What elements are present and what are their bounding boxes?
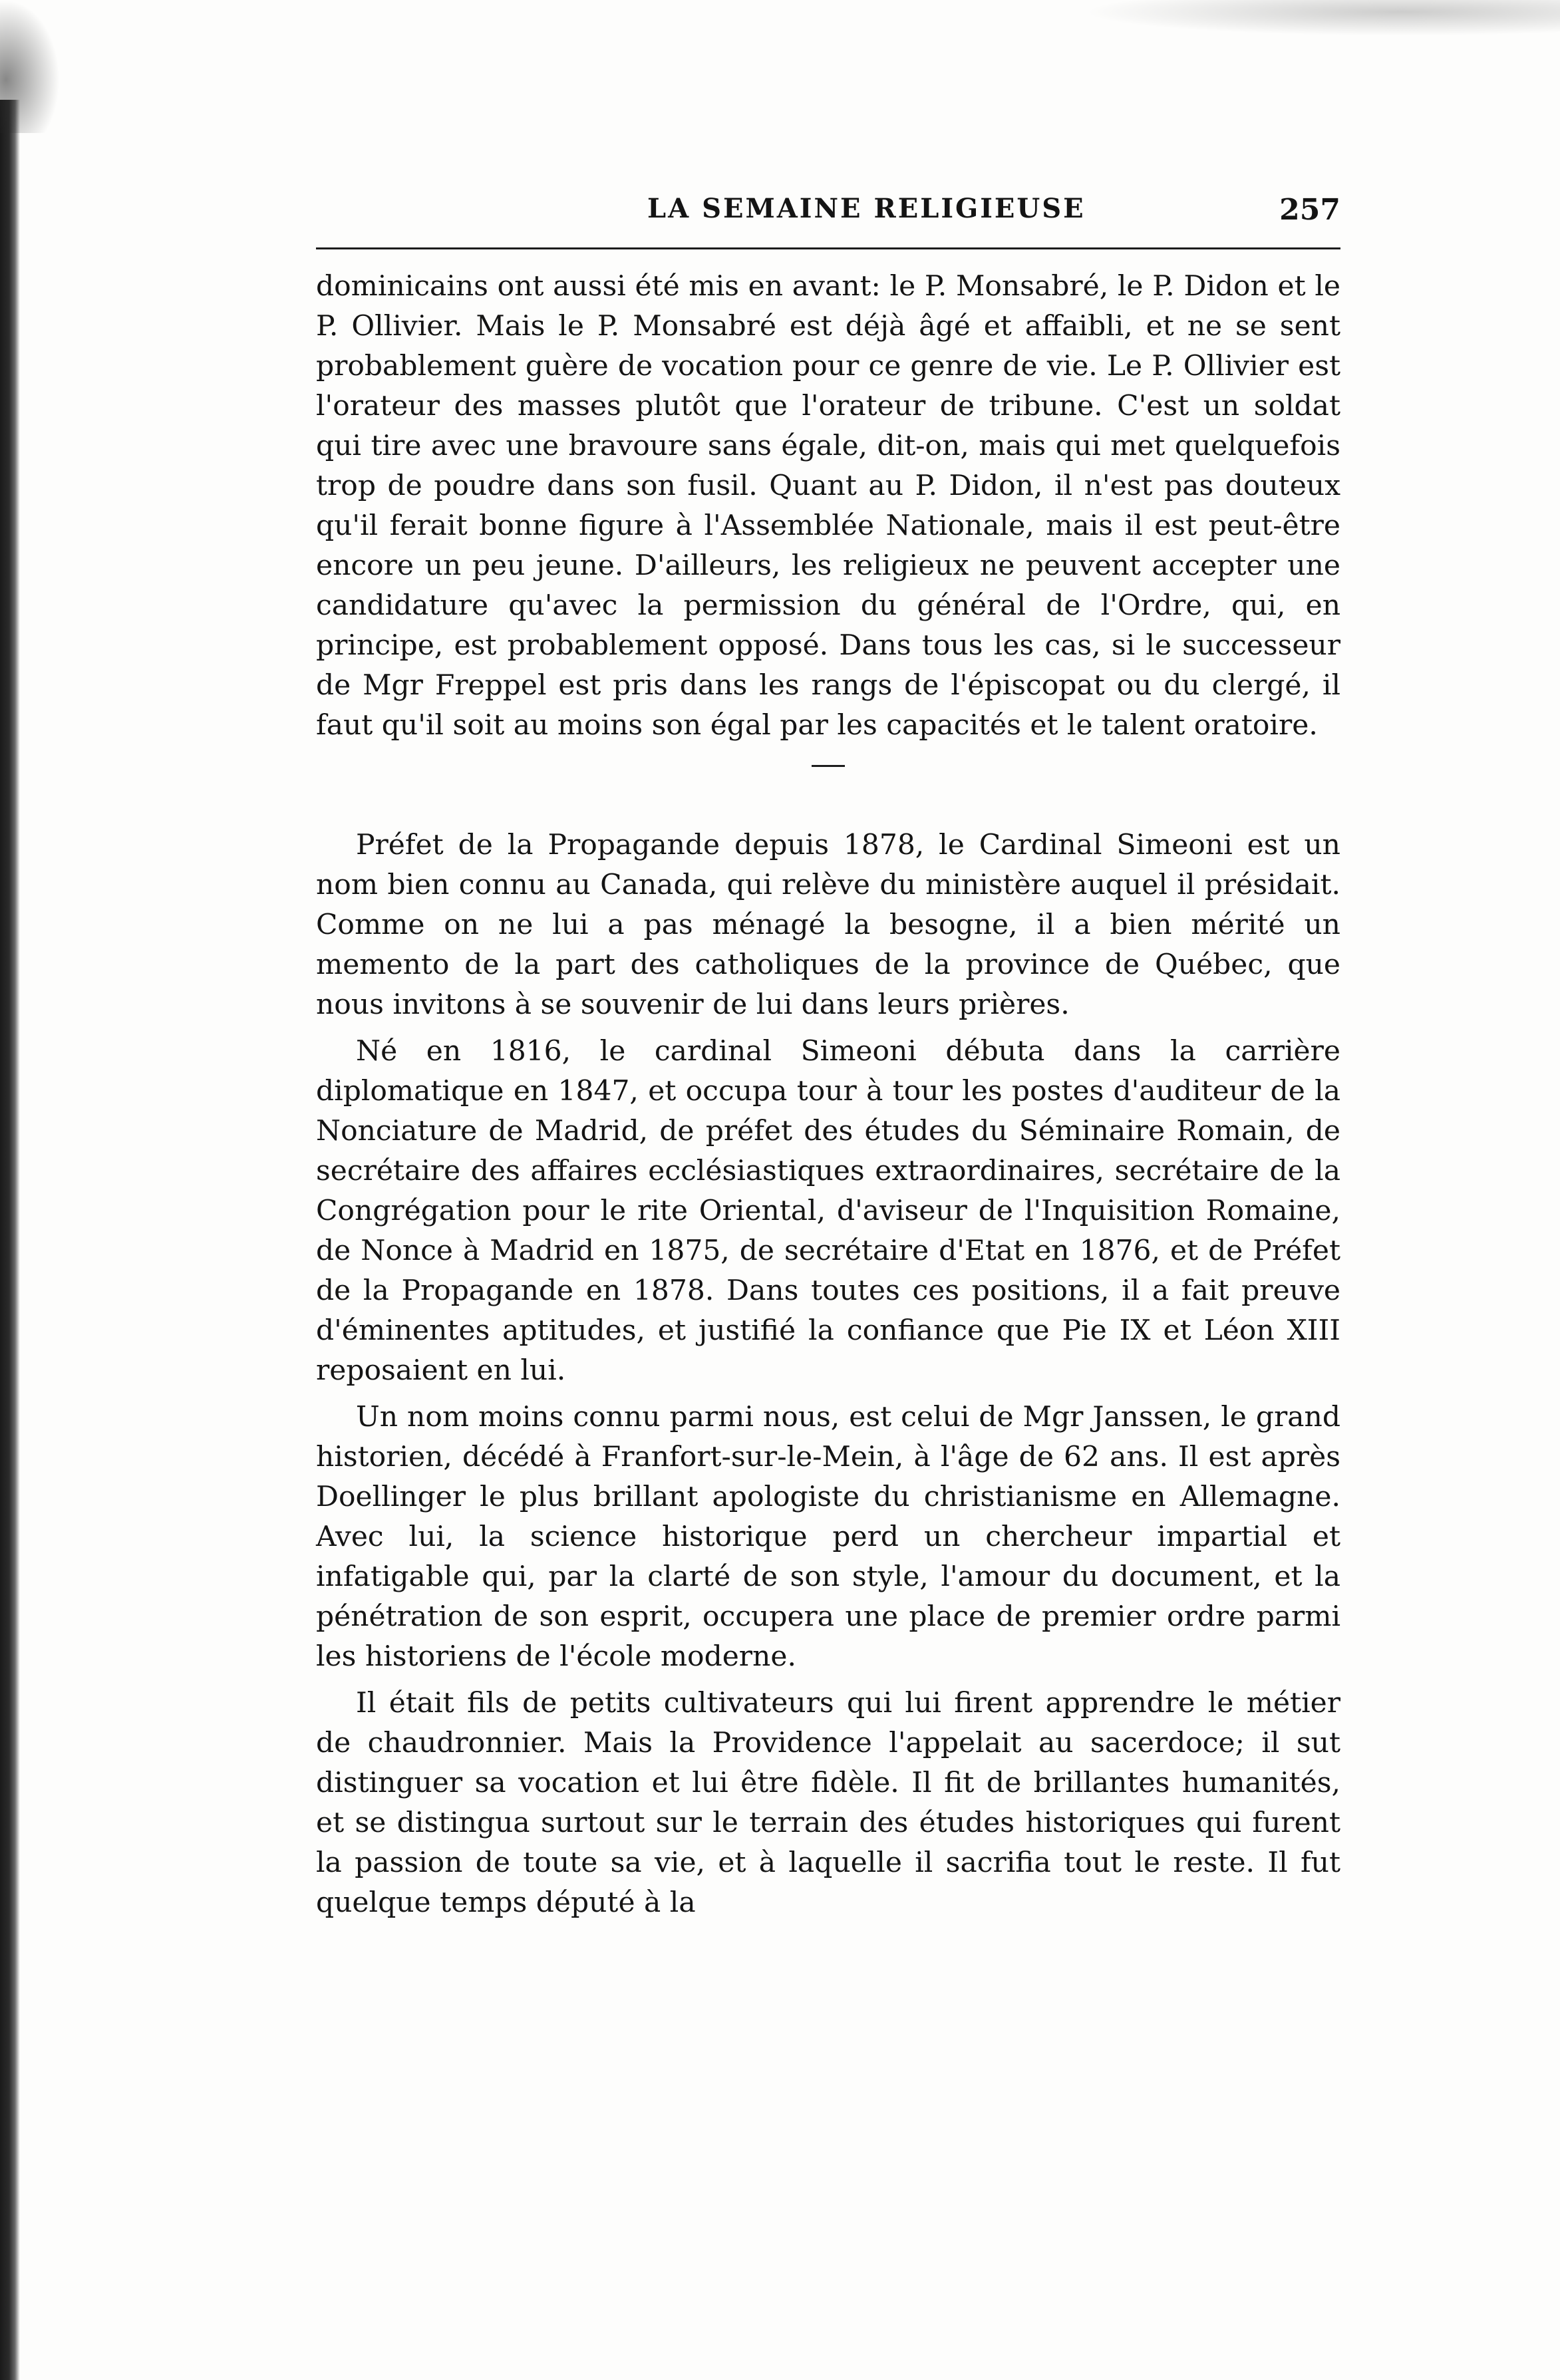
paragraph-dominicains: dominicains ont aussi été mis en avant: le P. Monsabré, le P. Didon et le P. Ollivier. Mais le P. Monsabré est déjà âgé et affaibli, et ne se sent probablement guère de vocation pour ce genre de vie. Le P. Ollivier est l'orateur des masses plutôt que l'orateur de tribune. C'est un soldat qui tire avec une bravoure sans égale, dit-on, mais qui met quelquefois trop de poudre dans son fusil. Quant au P. Didon, il n'est pas douteux qu'il ferait bonne figure à l'Assemblée Nationale, mais il est peut-être encore un peu jeune. D'ailleurs, les religieux ne peuvent accepter une candidature qu'avec la permission du général de l'Ordre, qui, en principe, est probablement opposé. Dans tous les cas, si le successeur de Mgr Freppel est pris dans les rangs de l'épiscopat ou du clergé, il faut qu'il soit au moins son égal par les capacités et le talent oratoire. (316, 269, 1340, 741)
paragraph-janssen-life: Il était fils de petits cultivateurs qui lui firent apprendre le métier de chaudronnier. Mais la Providence l'appelait au sacerdoce; il sut distinguer sa vocation et lui être fidèle. Il fit de brillantes humanités, et se distingua surtout sur le terrain des études historiques qui furent la passion de toute sa vie, et à laquelle il sacrifia tout le reste. Il fut quelque temps député à la (316, 1686, 1340, 1918)
binding-edge-shadow (0, 100, 20, 2380)
scan-noise-top-right (1031, 0, 1560, 40)
page-header (316, 193, 1340, 239)
section-separator (316, 745, 1340, 825)
paragraph-janssen-intro: Un nom moins connu parmi nous, est celui de Mgr Janssen, le grand historien, décédé à Franfort-sur-le-Mein, à l'âge de 62 ans. Il est après Doellinger le plus brillant apologiste du christianisme en Allemagne. Avec lui, la science historique perd un chercheur impartial et infatigable qui, par la clarté de son style, l'amour du document, et la pénétration de son esprit, occupera une place de premier ordre parmi les historiens de l'école moderne. (316, 1400, 1340, 1672)
body-text (316, 266, 1340, 1922)
paragraph-simeoni-career: Né en 1816, le cardinal Simeoni débuta dans la carrière diplomatique en 1847, et occupa tour à tour les postes d'auditeur de la Nonciature de Madrid, de préfet des études du Séminaire Romain, de secrétaire des affaires ecclésiastiques extraordinaires, secrétaire de la Congrégation pour le rite Oriental, d'aviseur de l'Inquisition Romaine, de Nonce à Madrid en 1875, de secrétaire d'Etat en 1876, et de Préfet de la Propagande en 1878. Dans toutes ces positions, il a fait preuve d'éminentes aptitudes, et justifié la confiance que Pie IX et Léon XIII reposaient en lui. (316, 1034, 1340, 1386)
scan-noise-top-left (0, 0, 60, 133)
running-head: LA SEMAINE RELIGIEUSE (647, 193, 1086, 224)
separator-dash (812, 765, 845, 767)
header-rule (316, 247, 1340, 249)
paragraph-simeoni-intro: Préfet de la Propagande depuis 1878, le Cardinal Simeoni est un nom bien connu au Canada, qui relève du ministère auquel il présidait. Comme on ne lui a pas ménagé la besogne, il a bien mérité un memento de la part des catholiques de la province de Québec, que nous invitons à se souvenir de lui dans leurs prières. (316, 828, 1340, 1020)
page-number: 257 (1279, 193, 1340, 227)
